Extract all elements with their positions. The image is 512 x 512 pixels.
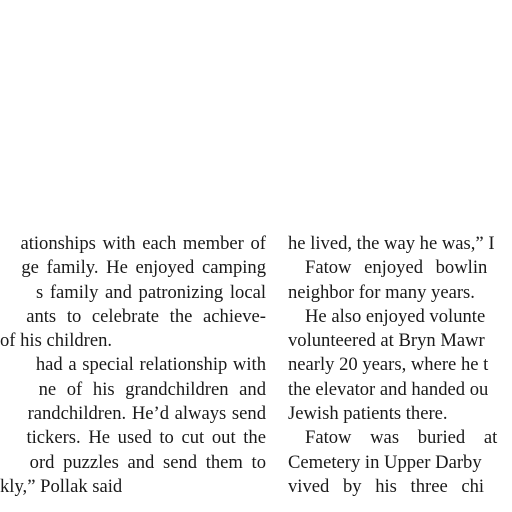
article-column-left [0,232,266,499]
text-line: of his children. [0,330,113,352]
text-line: kly,” Pollak said [0,475,123,497]
text-line: neighbor for many years. [288,281,475,303]
article-column-right [288,232,512,499]
text-line: He also enjoyed volunte [305,305,486,327]
text-line: had a special relationship with [35,354,266,376]
text-line: Fatow enjoyed bowlin [305,257,488,279]
text-line: vived by his three chi [288,475,485,497]
text-line: randchildren. He’d always send [27,403,266,425]
text-line: Fatow was buried at [305,427,498,449]
text-line: ord puzzles and send them to [29,451,266,473]
text-line: s family and patronizing local [35,281,266,303]
text-line: ne of his grandchildren and [38,378,266,400]
text-line: nearly 20 years, where he t [288,354,489,376]
text-line: the elevator and handed ou [288,378,489,400]
text-line: tickers. He used to cut out the [26,427,266,449]
text-line: ge family. He enjoyed camping [21,257,266,279]
text-line: ants to celebrate the achieve- [26,305,266,327]
text-line: he lived, the way he was,” I [288,233,495,254]
text-line: volunteered at Bryn Mawr [288,330,485,352]
text-line: Cemetery in Upper Darby [288,451,482,473]
text-line: Jewish patients there. [288,403,448,425]
text-line: ationships with each member of [20,233,266,254]
